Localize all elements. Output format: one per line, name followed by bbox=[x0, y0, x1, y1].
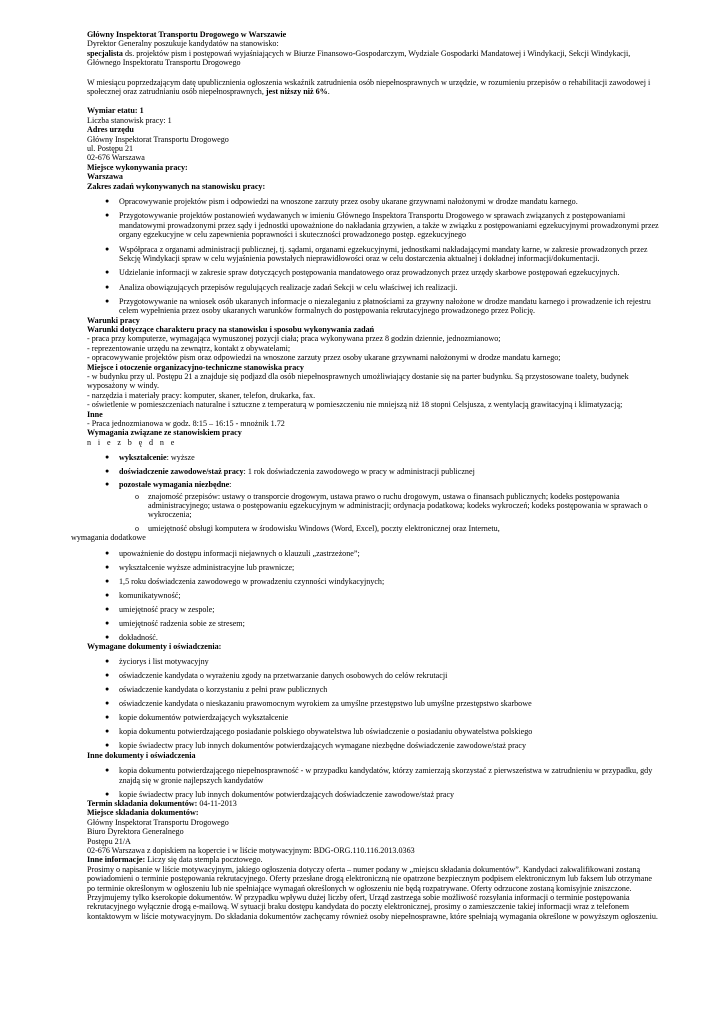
document-page bbox=[71, 30, 659, 921]
submission-line: Główny Inspektorat Transportu Drogowego bbox=[87, 817, 229, 827]
disability-rate-notice bbox=[87, 78, 659, 97]
additional-requirement-item: ● dokładność. bbox=[87, 633, 659, 642]
education-value: : wyższe bbox=[166, 453, 195, 463]
conditions-other-heading: Inne bbox=[87, 409, 103, 419]
requirement-experience bbox=[87, 467, 659, 476]
document-item: ● oświadczenie kandydata o wyrażeniu zgody na przetwarzanie danych osobowych do celów rekrutacji bbox=[87, 671, 659, 680]
document-item: ● kopie świadectw pracy lub innych dokumentów potwierdzających wymagane niezbędne doświadczenie zawodowe/staż pracy bbox=[87, 741, 659, 750]
additional-requirement-item: ● umiejętność radzenia sobie ze stresem; bbox=[87, 619, 659, 628]
notice-end: . bbox=[327, 87, 330, 97]
deadline-label: Termin składania dokumentów: bbox=[87, 798, 198, 808]
conditions-env-line: - narzędzia i materiały pracy: komputer, skaner, telefon, drukarka, fax. bbox=[87, 390, 316, 400]
notice-text: W miesiącu poprzedzającym datę upublicznienia ogłoszenia wskaźnik zatrudnienia osób niepełnosprawnych w urzędzie, w rozumieniu przepisów o rehabilitacji zawodowej i społecznej oraz zatrudnianiu osób niepełnosprawnych, bbox=[87, 77, 651, 97]
education-label: wykształcenie bbox=[119, 453, 167, 463]
duties-list bbox=[87, 197, 659, 316]
address-line: 02-676 Warszawa bbox=[87, 153, 145, 163]
deadline-value: 04-11-2013 bbox=[197, 798, 237, 808]
duty-item: ● Udzielanie informacji w zakresie spraw dotyczących postępowania mandatowego oraz prowadzonych przez urzędy skarbowe postępowań egzekucyjnych. bbox=[87, 268, 659, 277]
document-item: ● kopie dokumentów potwierdzających wykształcenie bbox=[87, 713, 659, 722]
requirement-other bbox=[87, 480, 659, 533]
other-requirement-item: o znajomość przepisów: ustawy o transporcie drogowym, ustawa prawo o ruchu drogowym, ustawa o finansach publicznych; kodeks postępowania administracyjnego; ustawa o postępowaniu egzekucyjnym w administracji; ordynacja podatkowa; kodeks wykroczeń; kodeks postępowania w sprawach o wykroczenia; bbox=[87, 492, 659, 520]
conditions-env-line: - oświetlenie w pomieszczeniach naturalne i sztuczne z temperaturą w pomieszczeniu nie mniejszą niż 18 stopni Celsjusza, z wentylacją grawitacyjną i klimatyzacją; bbox=[87, 400, 623, 410]
workplace-heading: Miejsce wykonywania pracy: bbox=[87, 162, 188, 172]
duty-item: ● Przygotowywanie projektów postanowień wydawanych w imieniu Głównego Inspektora Transportu Drogowego w sprawach związanych z postępowaniami mandatowymi prowadzonymi przez sądy i jednostki upoważnione do nakładania grzywien, a także w związku z postępowaniami egzekucyjnymi prowadzonymi przez organy egzekucyjne w celu zapewnienia poprawności i skuteczności prowadzonego postęp. egzekucyjnego bbox=[87, 211, 659, 239]
conditions-character-heading: Warunki dotyczące charakteru pracy na stanowisku i sposobu wykonywania zadań bbox=[87, 325, 375, 335]
other-info-body: Prosimy o napisanie w liście motywacyjnym, jakiego ogłoszenia dotyczy oferta – numer podany w „miejscu składania dokumentów”. Kandydaci zakwalifikowani zostaną powiadomieni o terminie postępowania rekrutacyjnego. Oferty przesłane drogą elektroniczną nie opatrzone bezpiecznym podpisem elektronicznym lub faksem lub otrzymane po terminie określonym w ogłoszeniu lub nie spełniające wymagań określonych w ogłoszeniu nie będą rozpatrywane. Oferty odrzucone zostaną komisyjnie zniszczone. Przyjmujemy tylko kserokopie dokumentów. W przypadku wpływu dużej liczby ofert, Urząd zastrzega sobie możliwość rozsyłania informacji o terminie postępowania rekrutacyjnego wyłącznie drogą e-mailową. W sytuacji braku dostępu kandydata do poczty elektronicznej, prosimy o zamieszczenie takiej informacji wraz z telefonem kontaktowym w liście motywacyjnym. Do składania dokumentów zachęcamy również osoby niepełnosprawne, które spełniają wymagania określone w powyższym ogłoszeniu. bbox=[87, 864, 658, 921]
documents-heading: Wymagane dokumenty i oświadczenia: bbox=[87, 641, 222, 651]
address-heading: Adres urzędu bbox=[87, 125, 134, 135]
requirements-heading: Wymagania związane ze stanowiskiem pracy bbox=[87, 428, 242, 438]
other-requirements-list bbox=[87, 492, 659, 534]
duties-heading: Zakres zadań wykonywanych na stanowisku pracy: bbox=[87, 181, 266, 191]
document-item: ● oświadczenie kandydata o korzystaniu z pełni praw publicznych bbox=[87, 685, 659, 694]
other-info-line bbox=[87, 855, 659, 864]
notice-rate: jest niższy niż 6% bbox=[265, 87, 328, 97]
other-requirements-label: pozostałe wymagania niezbędne bbox=[119, 480, 230, 490]
necessary-requirements-list bbox=[87, 453, 659, 533]
conditions-other-line: - Praca jednozmianowa w godz. 8:15 – 16:15 - mnożnik 1.72 bbox=[87, 419, 285, 429]
experience-label: doświadczenie zawodowe/staż pracy bbox=[119, 466, 244, 476]
other-documents-list bbox=[87, 766, 659, 799]
document-title: Główny Inspektorat Transportu Drogowego w Warszawie bbox=[87, 30, 287, 39]
positions-count: Liczba stanowisk pracy: 1 bbox=[87, 115, 172, 125]
documents-list bbox=[87, 657, 659, 750]
other-document-item: ● kopia dokumentu potwierdzającego niepełnosprawność - w przypadku kandydatów, którzy zamierzają skorzystać z pierwszeństwa w zatrudnieniu w przypadku, gdy znajdą się w gronie najlepszych kandydatów bbox=[87, 766, 659, 785]
position-name: specjalista bbox=[87, 48, 123, 58]
document-item: ● życiorys i list motywacyjny bbox=[87, 657, 659, 666]
additional-requirement-item: ● umiejętność pracy w zespole; bbox=[87, 605, 659, 614]
other-requirement-item: o umiejętność obsługi komputera w środowisku Windows (Word, Excel), poczty elektronicznej oraz Internetu, bbox=[87, 524, 659, 533]
conditions-env-heading: Miejsce i otoczenie organizacyjno-techniczne stanowiska pracy bbox=[87, 362, 304, 372]
additional-requirement-item: ● 1,5 roku doświadczenia zawodowego w prowadzeniu czynności windykacyjnych; bbox=[87, 577, 659, 586]
address-line: Główny Inspektorat Transportu Drogowego bbox=[87, 134, 229, 144]
conditions-env-line: - w budynku przy ul. Postępu 21 a znajduje się podjazd dla osób niepełnosprawnych umożliwiający dostanie się na parter budynku. Są przystosowane toalety, budynek wyposażony w windy. bbox=[87, 372, 629, 391]
additional-requirements-label: wymagania dodatkowe bbox=[71, 533, 146, 543]
document-subtitle: Dyrektor Generalny poszukuje kandydatów na stanowisko: bbox=[87, 39, 279, 49]
additional-requirement-item: ● upoważnienie do dostępu informacji niejawnych o klauzuli „zastrzeżone”; bbox=[87, 549, 659, 558]
conditions-character-line: - praca przy komputerze, wymagająca wymuszonej pozycji ciała; praca wykonywana przez 8 godzin dziennie, jednozmianowo; bbox=[87, 334, 501, 344]
other-info-first: Liczy się data stempla pocztowego. bbox=[145, 855, 263, 865]
additional-requirements-list bbox=[87, 549, 659, 642]
additional-requirement-item: ● wykształcenie wyższe administracyjne lub prawnicze; bbox=[87, 563, 659, 572]
position-details: ds. projektów pism i postępowań wyjaśniających w Biurze Finansowo-Gospodarczym, Wydziale Gospodarki Mandatowej i Windykacji, Sekcji Windykacji, Głównego Inspektoratu Transportu Drogowego bbox=[87, 48, 631, 68]
workplace-value: Warszawa bbox=[87, 172, 123, 182]
other-info-label: Inne informacje: bbox=[87, 855, 146, 865]
etat-label: Wymiar etatu: 1 bbox=[87, 106, 144, 116]
duty-item: ● Opracowywanie projektów pism i odpowiedzi na wnoszone zarzuty przez osoby ukarane grzywnami nałożonymi w drodze mandatu karnego. bbox=[87, 197, 659, 206]
position-description bbox=[87, 49, 659, 68]
conditions-character-line: - opracowywanie projektów pism oraz odpowiedzi na wnoszone zarzuty przez osoby ukarane grzywnami nałożonymi w drodze mandatu karnego; bbox=[87, 353, 561, 363]
experience-value: : 1 rok doświadczenia zawodowego w pracy w administracji publicznej bbox=[243, 466, 475, 476]
submission-line: 02-676 Warszawa z dopiskiem na kopercie i w liście motywacyjnym: BDG-ORG.110.116.2013.0363 bbox=[87, 846, 415, 856]
submission-line: Postępu 21/A bbox=[87, 836, 131, 846]
address-line: ul. Postępu 21 bbox=[87, 144, 134, 154]
submission-heading: Miejsce składania dokumentów: bbox=[87, 808, 199, 818]
requirements-necessary-label: n i e z b ę d n e bbox=[87, 437, 177, 447]
deadline-line bbox=[87, 799, 659, 808]
duty-item: ● Przygotowywanie na wniosek osób ukaranych informacje o niezaleganiu z płatnościami za grzywny nałożone w drodze mandatu karnego i prowadzenie ich rejestru celem wypełnienia przez osoby ukaranych warunków formalnych do postępowania rekrutacyjnego prowadzonego przez Policję. bbox=[87, 297, 659, 316]
other-document-item: ● kopie świadectw pracy lub innych dokumentów potwierdzających doświadczenie zawodowe/staż pracy bbox=[87, 790, 659, 799]
other-requirements-colon: : bbox=[229, 480, 232, 490]
duty-item: ● Analiza obowiązujących przepisów regulujących realizacje zadań Sekcji w celu właściwej ich realizacji. bbox=[87, 283, 659, 292]
document-item: ● kopia dokumentu potwierdzającego posiadanie polskiego obywatelstwa lub oświadczenie o posiadaniu obywatelstwa polskiego bbox=[87, 727, 659, 736]
conditions-heading: Warunki pracy bbox=[87, 315, 140, 325]
requirement-education bbox=[87, 453, 659, 462]
other-documents-heading: Inne dokumenty i oświadczenia bbox=[87, 750, 196, 760]
additional-requirement-item: ● komunikatywność; bbox=[87, 591, 659, 600]
document-item: ● oświadczenie kandydata o nieskazaniu prawomocnym wyrokiem za umyślne przestępstwo lub umyślne przestępstwo skarbowe bbox=[87, 699, 659, 708]
submission-line: Biuro Dyrektora Generalnego bbox=[87, 827, 184, 837]
conditions-character-line: - reprezentowanie urzędu na zewnątrz, kontakt z obywatelami; bbox=[87, 343, 291, 353]
duty-item: ● Współpraca z organami administracji publicznej, tj. sądami, organami egzekucyjnymi, jednostkami nakładającymi mandaty karne, w zakresie prowadzonych przez Sekcję Windykacji spraw w celu wyjaśnienia powstałych nieprawidłowości oraz w celu dostarczenia aktualnej i dokładnej informacji/dokumentacji. bbox=[87, 245, 659, 264]
